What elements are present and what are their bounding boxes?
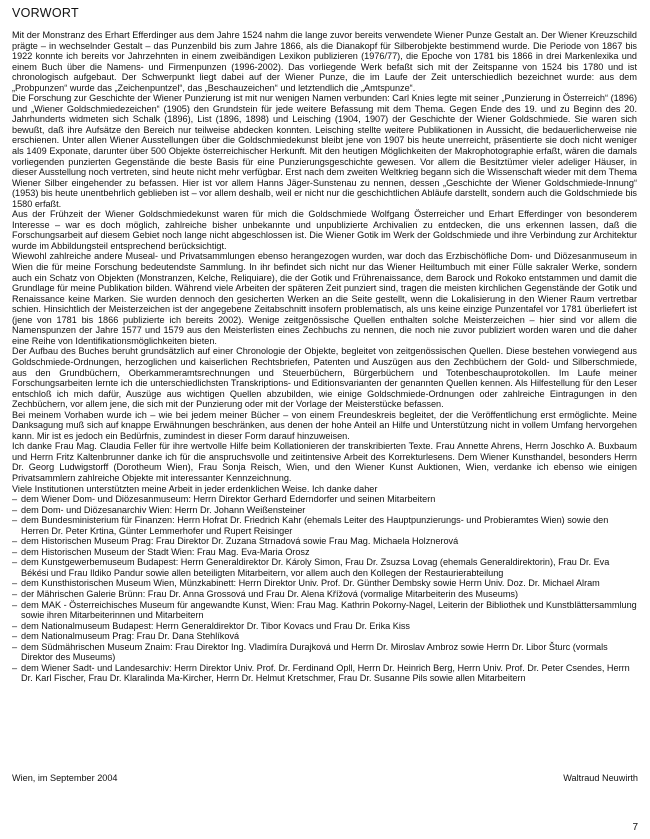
list-dash: –	[12, 620, 18, 631]
list-item	[12, 578, 637, 589]
list-item-text: dem Nationalmuseum Budapest: Herrn Generaldirektor Dr. Tibor Kovacs und Frau Dr. Erika Kiss	[21, 620, 410, 631]
list-dash: –	[12, 662, 18, 673]
list-item	[12, 494, 637, 505]
list-dash: –	[12, 536, 18, 547]
list-dash: –	[12, 578, 18, 589]
list-item	[12, 642, 637, 663]
paragraph: Ich danke Frau Mag. Claudia Feller für ihre wertvolle Hilfe beim Kollationieren der transkribierten Texte. Frau Annette Ahrens, Herrn Joschko A. Buxbaum und Herrn Fritz Kaltenbrunner danke ich für die anspruchsvolle und zeitintensive Arbeit des Korrekturlesens. Dem Wiener Kunsthandel, besonders Herrn Dr. Georg Ludwigstorff (Dorotheum Wien), Frau Sonja Reisch, Wien, und den Wiener Kunst Auktionen, Wien, verdanke ich ebenso wie einigen Privatsammlern zahlreiche Objekte mit interessanter Kennzeichnung.	[12, 441, 637, 483]
list-item	[12, 600, 637, 621]
list-item-text: dem Historischen Museum der Stadt Wien: Frau Mag. Eva-Maria Orosz	[21, 546, 310, 557]
list-item	[12, 631, 637, 642]
author-name: Waltraud Neuwirth	[563, 773, 638, 783]
list-item-text: dem MAK - Österreichisches Museum für angewandte Kunst, Wien: Frau Mag. Kathrin Pokorny-Nagel, Leiterin der Bibliothek und Kunstblättersammlung sowie ihren Mitarbeiterinnen und Mitarbeitern	[21, 599, 637, 621]
list-item-text: dem Südmährischen Museum Znaim: Frau Direktor Ing. Vladimíra Durajková und Herrn Dr. Miroslav Ambroz sowie Herrn Dr. Libor Šturc (vormals Direktor des Museums)	[21, 641, 608, 663]
paragraph: Wiewohl zahlreiche andere Museal- und Privatsammlungen ebenso herangezogen wurden, war doch das Erzbischöfliche Dom- und Diözesanmuseum in Wien die für meine Forschung bedeutendste Sammlung. In ihr befindet sich nicht nur das Wiener Heiltumbuch mit einer Fülle sakraler Werke, sondern auch ein Schatz von Objekten (Monstranzen, Kelche, Reliquiare), die der Gotik und Frührenaissance, dem Barock und Rokoko entstammen und damit die Grundlage für meine Publikation bilden. Während viele Arbeiten der späteren Zeit punziert sind, tragen die meisten kirchlichen Gegenstände der Gotik und Renaissance keine Marken. Sie wurden dennoch den gesicherten Werken an die Seite gestellt, wenn die Lokalisierung in den Wiener Raum vertretbar schien. Hinsichtlich der Meisterzeichen ist der angegebene Zeitabschnitt insofern problematisch, als uns keine einzige Punzentafel vor 1781 überliefert ist (jene von 1781 bis 1866 publizierte ich bereits 2002). Wenige zeitgenössische Quellen enthalten solche Meisterzeichen – hier sind vor allem die Namenspunzen der Jahre 1577 und 1579 aus den Meisterlisten eines Zechbuchs zu nennen, die noch nie zuvor publiziert worden waren und die daher eine Reihe von Identifikationsmöglichkeiten bieten.	[12, 251, 637, 346]
list-item	[12, 536, 637, 547]
preface-body	[12, 30, 637, 684]
paragraph: Aus der Frühzeit der Wiener Goldschmiedekunst waren für mich die Goldschmiede Wolfgang Österreicher und Erhart Efferdinger von besonderem Interesse – war es doch möglich, zahlreiche bisher unbekannte und unpublizierte Archivalien zu entdecken, die uns erkennen lassen, daß die Forschungsarbeit auf diesem Gebiet noch lange nicht abgeschlossen ist. Die Wiener Gotik im Werk der Goldschmiede und ihre Verbindung zur Architektur wurde im Abbildungsteil entsprechend berücksichtigt.	[12, 209, 637, 251]
list-item	[12, 547, 637, 558]
thanks-intro: Viele Institutionen unterstützten meine Arbeit in jeder erdenklichen Weise. Ich danke daher	[12, 483, 378, 494]
list-item	[12, 589, 637, 600]
list-dash: –	[12, 504, 18, 515]
list-item-text: dem Kunsthistorischen Museum Wien, Münzkabinett: Herrn Direktor Univ. Prof. Dr. Günther Dembsky sowie Herrn Univ. Doz. Dr. Michael Alram	[21, 578, 600, 589]
list-dash: –	[12, 546, 18, 557]
list-dash: –	[12, 641, 18, 652]
list-item	[12, 621, 637, 632]
list-dash: –	[12, 557, 18, 568]
list-dash: –	[12, 599, 18, 610]
paragraph: Mit der Monstranz des Erhart Efferdinger aus dem Jahre 1524 nahm die lange zuvor bereits verwendete Wiener Punze Gestalt an. Der Wiener Kreuzschild prägte – in wechselnder Gestalt – das Punzenbild bis zum Jahre 1866, als die Dianakopf für Silberobjekte bestimmend wurde. Die Periode von 1867 bis 1922 konnte ich bereits vor Jahrzehnten in einem zweibändigen Lexikon publizieren (1976/77), die Epoche von 1781 bis 1866 in drei Markenlexika und einem Buch über die Namens- und Firmenpunzen (1996-2002). Das vorliegende Werk befaßt sich mit der Zeitspanne von 1524 bis 1780 und ist chronologisch aufgebaut. Der Schwerpunkt liegt dabei auf der Wiener Punze, die im Laufe der Zeit unterschiedlich bezeichnet wurde: aus dem „Probpunzen“ wurde das „Zeichenpuntzel“, das „Beschauzeichen“ und letztendlich die „Amtspunze“.	[12, 30, 637, 93]
list-item-text: dem Nationalmuseum Prag: Frau Dr. Dana Stehlíková	[21, 631, 240, 642]
thanks-list	[12, 494, 637, 684]
list-item	[12, 663, 637, 684]
list-item-text: dem Wiener Sadt- und Landesarchiv: Herrn Direktor Univ. Prof. Dr. Ferdinand Opll, Herrn Dr. Heinrich Berg, Herrn Univ. Prof. Dr. Peter Csendes, Herrn Dr. Karl Fischer, Frau Dr. Klaralinda Ma-Kircher, Herrn Dr. Helmut Kretschmer, Frau Dr. Susanne Pils sowie allen Mitarbeitern	[21, 662, 630, 684]
list-item-text: der Mährischen Galerie Brünn: Frau Dr. Anna Grossová und Frau Dr. Alena Křížová (vormalige Mitarbeiterin des Museums)	[21, 588, 519, 599]
list-item-text: dem Historischen Museum Prag: Frau Direktor Dr. Zuzana Strnadová sowie Frau Mag. Michaela Holznerová	[21, 536, 459, 547]
list-item	[12, 515, 637, 536]
list-item-text: dem Dom- und Diözesanarchiv Wien: Herrn Dr. Johann Weißensteiner	[21, 504, 306, 515]
list-dash: –	[12, 515, 18, 526]
paragraph: Die Forschung zur Geschichte der Wiener Punzierung ist mit nur wenigen Namen verbunden: Carl Knies legte mit seiner „Punzierung in Österreich“ (1896) und „Wiener Goldschmiedezeichen“ (1905) den Grundstein für jede weitere Befassung mit dem Thema. Gegen Ende des 19. und zu Beginn des 20. Jahrhunderts widmeten sich Schalk (1896), List (1896, 1898) und Leisching (1904, 1907) der Geschichte der Wiener Goldschmiede. Sie waren sich bewußt, daß ihre Aufsätze den Bereich nur teilweise abdecken konnten. Leisching stellte weitere Publikationen in Aussicht, die bedauerlicherweise nie erschienen. Unter allen Wiener Ausstellungen über die Goldschmiedekunst bleibt jene von 1907 bis heute unerreicht, präsentierte sie doch nicht weniger als 1409 Exponate, darunter über 500 Objekte österreichischer Herkunft. Mit den heutigen Möglichkeiten der Makrophotographie erfaßt, wären die damals vorliegenden punzierten Gegenstände die beste Basis für eine Punzierungsgeschichte gewesen. Vor allem die Besitztümer vieler adeliger Häuser, in dieser Ausstellung noch vertreten, sind heute nicht mehr verfügbar. Erst nach dem zweiten Weltkrieg begann sich die Wissenschaft wieder mit dem Thema Wiener Silber eingehender zu befassen. Hier ist vor allem Hanns Jäger-Sunstenau zu nennen, dessen „Geschichte der Wiener Goldschmiede-Innung“ (1953) bis heute unentbehrlich geblieben ist – vor allem deshalb, weil er nicht nur die geschichtlichen Abläufe darstellt, sondern auch die Goldschmiede bis 1580 erfaßt.	[12, 93, 637, 209]
list-item	[12, 557, 637, 578]
place-date: Wien, im September 2004	[12, 773, 118, 783]
list-item	[12, 505, 637, 516]
list-item-text: dem Wiener Dom- und Diözesanmuseum: Herrn Direktor Gerhard Ederndorfer und seinen Mitarbeitern	[21, 494, 436, 505]
list-item-text: dem Bundesministerium für Finanzen: Herrn Hofrat Dr. Friedrich Kahr (ehemals Leiter des Hauptpunzierungs- und Probieramtes Wien) sowie den Herren Dr. Peter Krtina, Günter Lemmerhofer und Rupert Reisinger	[21, 515, 609, 536]
paragraph: Der Aufbau des Buches beruht grundsätzlich auf einer Chronologie der Objekte, begleitet von zeitgenössischen Quellen. Diese bestehen vorwiegend aus Goldschmiede-Ordnungen, herzoglichen und kaiserlichen Rechtsbriefen, Patenten und Auszügen aus den Zechbüchern der Gold- und Silberschmiede, aus den Grundbüchern, Oberkammeramtsrechnungen und Steuerbüchern, Bürgerbüchern und Totenbeschauprotokollen. Im Laufe meiner Forschungsarbeiten lernte ich die unterschiedlichsten Transkriptions- und Editionsvarianten der genannten Quellen kennen. Als Hilfestellung für den Leser entschloß ich mich dafür, Auszüge aus wichtigen Quellen abzubilden, wie einige Goldschmiede-Ordnungen oder zahlreiche Eintragungen in den Zechbüchern, vor allem jene, die sich mit der Punzierung oder mit der Vorlage der Meisterstücke befassen.	[12, 346, 637, 410]
list-item-text: dem Kunstgewerbemuseum Budapest: Herrn Generaldirektor Dr. Károly Simon, Frau Dr. Zsuzsa Lovag (ehemals Generaldirektorin), Frau Dr. Eva Békési und Frau Ildiko Pandur sowie allen beteiligten Mitarbeitern, vor allem auch den Kollegen der Restaurierabteilung	[21, 557, 610, 578]
list-dash: –	[12, 588, 18, 599]
page-number: 7	[632, 822, 638, 833]
paragraph: Bei meinem Vorhaben wurde ich – wie bei jedem meiner Bücher – von einem Freundeskreis begleitet, der die Veröffentlichung erst ermöglichte. Meine Danksagung muß sich auf knappe Erwähnungen beschränken, aus denen der hohe Anteil an Hilfe und Unterstützung nicht in vollem Umfang hervorgehen kann. Mir ist es jedoch ein Bedürfnis, zumindest in dieser Form darauf hinzuweisen.	[12, 409, 637, 441]
list-dash: –	[12, 631, 18, 642]
list-dash: –	[12, 494, 18, 505]
page-title: VORWORT	[12, 6, 79, 20]
